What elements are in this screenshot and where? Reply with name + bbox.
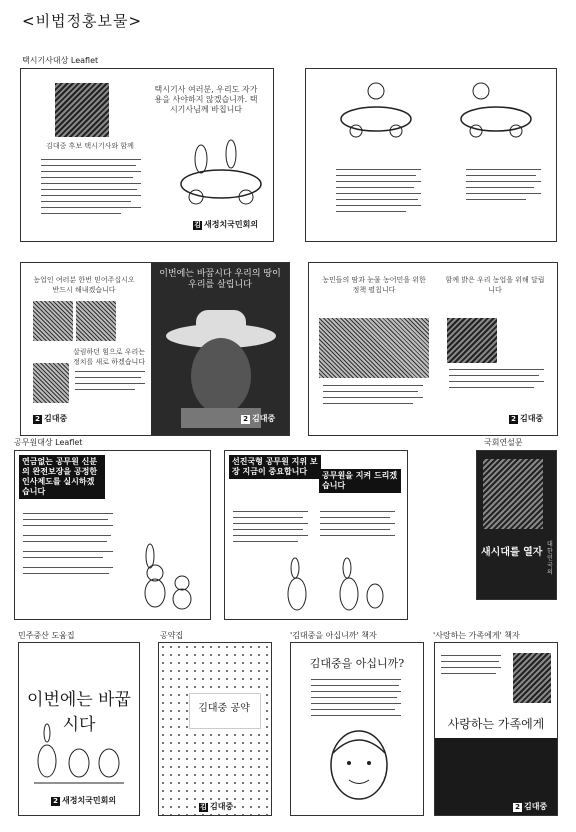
section-label-civil: 공무원대상 Leaflet (14, 438, 83, 447)
know-title: 김대중을 아십니까? (309, 657, 405, 670)
family-logo: 2 김대중 (513, 801, 547, 812)
farm-right-headline: 농민들의 땀과 눈물 농어민을 위한 정책 펼칩니다 (322, 276, 426, 294)
farm-left-headline: 농업인 여러분 한번 믿어주십시오 반드시 해내겠습니다 (33, 276, 135, 294)
family-book-cover (434, 642, 558, 816)
taxi-cartoon-right (451, 79, 541, 139)
minju-title: 이번에는 바꿉시다 (27, 690, 131, 735)
farm-photo-1 (33, 301, 73, 341)
farm-crowd-photo (319, 318, 429, 378)
candidate-caricature (319, 725, 399, 810)
pledge-logo: 김 김대중 (200, 802, 234, 811)
taxi-caption: 김대중 후보 택시기사와 함께 (46, 142, 134, 150)
section-label-know: '김대중을 아십니까' 책자 (290, 631, 377, 640)
pledge-book-cover (158, 642, 272, 816)
section-label-minju: 민주중산 도움집 (18, 631, 75, 640)
page-title: <비법정홍보물> (22, 12, 143, 30)
assembly-speech-cover (476, 450, 557, 600)
taxi-logo: 김 새정치국민회의 (194, 220, 259, 229)
minju-book-cover (18, 642, 140, 816)
civil-banner-2: 선진국형 공무원 지위 보장 지금이 중요합니다 (229, 455, 321, 479)
farm-banner: 이번에는 바꿉시다 우리의 땅이 우리를 살립니다 (159, 269, 281, 290)
taxi-headline: 택시기사 여러분, 우리도 자가용을 사야하지 않겠습니까. 택시기사님께 바칩니다 (154, 85, 258, 114)
civil-banner-3: 공무원을 지켜 드리겠습니다 (319, 469, 401, 493)
section-label-taxi: 택시기사대상 Leaflet (22, 56, 99, 65)
section-label-assembly: 국회연설문 (484, 438, 523, 447)
farm-logo-left: 2 김대중 (33, 413, 67, 424)
farm-portrait-photo (447, 318, 497, 363)
minju-logo: 2 새정치국민회의 (51, 795, 116, 806)
section-label-family: '사랑하는 가족에게' 책자 (433, 631, 520, 640)
farm-leaflet-front (20, 262, 290, 436)
farm-right-headline-2: 함께 밝은 우리 농업을 위해 달립니다 (445, 276, 545, 294)
know-book-cover (290, 642, 424, 816)
farm-photo-3 (33, 363, 69, 403)
rabbit-band-illustration (29, 723, 129, 788)
farmer-portrait: 이번에는 바꿉시다 우리의 땅이 우리를 살립니다 2 김대중 (151, 263, 289, 435)
rabbit-taxi-illustration (171, 129, 266, 209)
rabbit-illustration-1 (130, 541, 205, 611)
civil-leaflet-1 (14, 450, 211, 620)
civil-banner-1: 연금없는 공무원 신분의 완전보장을 공정한 인사제도를 실시하겠습니다 (19, 455, 105, 499)
taxi-cartoon-left (331, 79, 421, 139)
pledge-title: 김대중 공약 (198, 703, 250, 714)
farm-left-sub: 살림하던 힘으로 우리는 정치를 새로 하겠습니다 (72, 348, 146, 366)
farm-photo-2 (76, 301, 116, 341)
taxi-leaflet-front (20, 68, 274, 242)
assembly-side: 대한민국의 (547, 541, 553, 576)
taxi-leaflet-back (305, 68, 557, 242)
civil-leaflet-2 (224, 450, 408, 620)
candidate-photo (55, 83, 109, 137)
family-title: 사랑하는 가족에게 (447, 717, 545, 731)
rabbit-illustration-2 (275, 556, 395, 616)
farm-leaflet-back: 농민들의 땀과 눈물 농어민을 위한 정책 펼칩니다 함께 밝은 우리 농업을 위해 달립니다 2 김대중 (308, 262, 558, 436)
section-label-pledge: 공약집 (160, 631, 184, 640)
assembly-title: 새시대를 열자 (481, 547, 543, 558)
